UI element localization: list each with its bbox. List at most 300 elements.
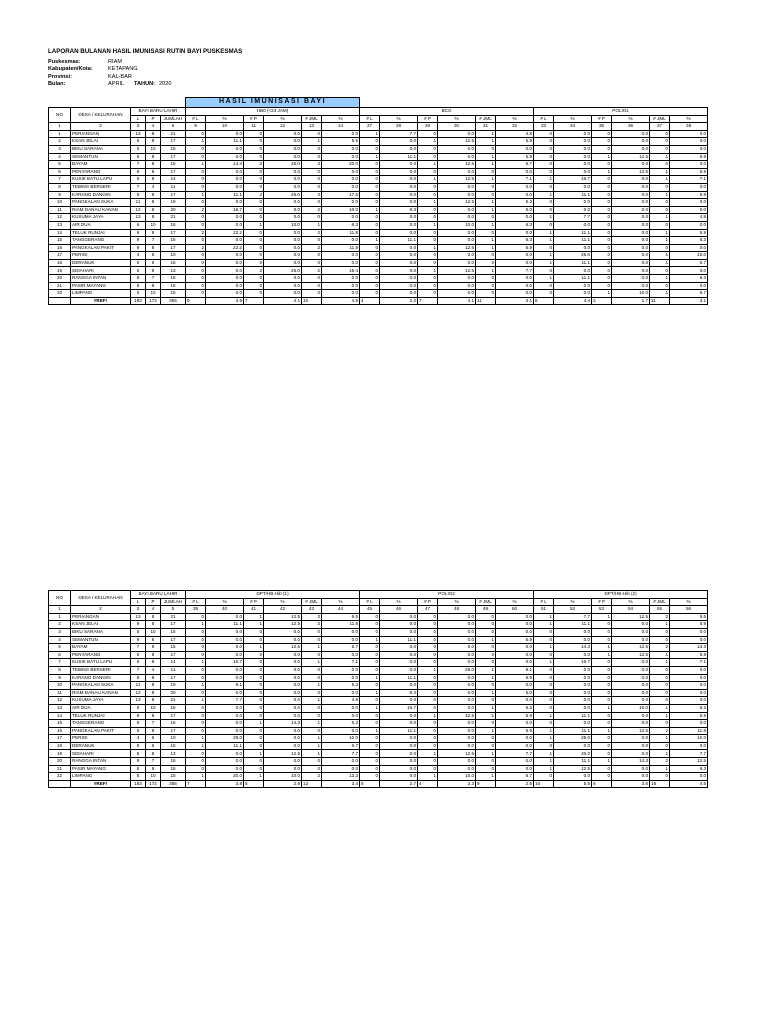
table-cell: 1: [418, 138, 438, 146]
table-cell: 1: [476, 176, 496, 184]
table-cell: 8: [146, 168, 161, 176]
table-cell: 8: [146, 727, 161, 735]
table-cell: 0.0: [438, 727, 476, 735]
table-cell: 0: [244, 153, 264, 161]
table-cell: 0: [592, 666, 612, 674]
total-cell: 4: [418, 780, 438, 788]
table-cell: 1: [418, 176, 438, 184]
table-cell: 0: [244, 758, 264, 766]
table-row: [49, 259, 708, 267]
table-cell: 0: [360, 214, 380, 222]
table-cell: 17: [49, 735, 71, 743]
table-cell: 0: [476, 644, 496, 652]
table-cell: 1: [534, 765, 554, 773]
table-cell: 0.0: [438, 229, 476, 237]
table-cell: 1: [244, 644, 264, 652]
table-cell: 0: [418, 282, 438, 290]
sub-header: # L: [186, 598, 206, 606]
table-cell: 12.5: [670, 758, 708, 766]
table-cell: 8: [146, 267, 161, 275]
table-cell: 0: [592, 199, 612, 207]
table-cell: 0.0: [264, 727, 302, 735]
village-name: TELUK RUNJAI: [71, 229, 131, 237]
table-cell: 1: [534, 659, 554, 667]
table-cell: 0.0: [322, 275, 360, 283]
village-name: PASIR MAYANG: [71, 282, 131, 290]
table-cell: 0.0: [438, 621, 476, 629]
table-cell: 16: [161, 765, 186, 773]
table-row: [49, 206, 708, 214]
table-cell: 3: [302, 191, 322, 199]
table-cell: 0: [418, 735, 438, 743]
table-cell: 0: [360, 145, 380, 153]
table-cell: 2: [302, 613, 322, 621]
table-cell: 19: [49, 267, 71, 275]
table-cell: 0: [244, 674, 264, 682]
table-cell: 0: [360, 199, 380, 207]
table-cell: 0: [186, 727, 206, 735]
table-cell: 0.0: [670, 206, 708, 214]
total-cell: 11: [476, 297, 496, 305]
column-header-desa: DESA / KELURAHAN: [71, 591, 131, 606]
table-cell: 0: [360, 168, 380, 176]
total-cell: 1.7: [612, 297, 650, 305]
table-cell: 8: [131, 282, 146, 290]
table-cell: 20.0: [554, 750, 592, 758]
sub-header: %: [206, 115, 244, 123]
table-cell: 0: [650, 666, 670, 674]
table-cell: 22: [49, 290, 71, 298]
table-cell: 0: [186, 628, 206, 636]
column-group-header: HB0 (<24 JAM): [186, 108, 360, 116]
table-cell: 13.3: [670, 644, 708, 652]
table-cell: 0: [534, 206, 554, 214]
table-cell: 0: [244, 697, 264, 705]
table-cell: 11.1: [206, 191, 244, 199]
table-cell: 0: [302, 130, 322, 138]
table-cell: 0: [302, 252, 322, 260]
table-banner-title: HASIL IMUNISASI BAYI: [186, 98, 360, 108]
table-cell: 7.7: [322, 750, 360, 758]
table-cell: 0: [186, 644, 206, 652]
table-cell: 1: [650, 651, 670, 659]
table-cell: 0: [244, 727, 264, 735]
table-cell: 0.0: [496, 697, 534, 705]
table-cell: 12.5: [612, 613, 650, 621]
table-cell: 1: [650, 290, 670, 298]
table-cell: 5.9: [670, 229, 708, 237]
table-cell: 0.0: [380, 275, 418, 283]
table-cell: 0.0: [322, 183, 360, 191]
table-cell: 0.0: [264, 674, 302, 682]
table-cell: 9: [131, 621, 146, 629]
table-cell: 0: [186, 758, 206, 766]
table-cell: 0.0: [264, 145, 302, 153]
table-cell: 2: [186, 229, 206, 237]
table-cell: 0: [186, 214, 206, 222]
sub-header: %: [380, 115, 418, 123]
table-cell: 0: [650, 636, 670, 644]
table-cell: 0.0: [264, 651, 302, 659]
table-cell: 7.1: [670, 659, 708, 667]
table-cell: 0: [186, 168, 206, 176]
column-number: 48: [438, 606, 476, 614]
column-number: 36: [612, 123, 650, 131]
table-cell: 0.0: [554, 674, 592, 682]
table-cell: 1: [360, 130, 380, 138]
table-cell: 0.0: [322, 758, 360, 766]
village-name: PENYARANG: [71, 651, 131, 659]
column-number: 34: [554, 123, 592, 131]
table-cell: 14.3: [554, 644, 592, 652]
table-cell: 0: [302, 259, 322, 267]
village-name: SEMANTUN: [71, 153, 131, 161]
table-cell: 0: [592, 275, 612, 283]
column-number: 12: [264, 123, 302, 131]
table-cell: 1: [534, 259, 554, 267]
column-header-no: NO: [49, 108, 71, 123]
village-name: PANGKALAN PAKIT: [71, 727, 131, 735]
table-cell: 5: [131, 267, 146, 275]
table-row: [49, 252, 708, 260]
table-cell: 1: [650, 704, 670, 712]
kabupaten-value: KETAPANG: [108, 66, 138, 73]
table-cell: 0.0: [264, 259, 302, 267]
table-cell: 0.0: [264, 628, 302, 636]
table-cell: 0: [302, 176, 322, 184]
table-cell: 0.0: [612, 267, 650, 275]
table-cell: 0: [360, 138, 380, 146]
table-cell: 0.0: [206, 168, 244, 176]
table-cell: 0.0: [438, 704, 476, 712]
table-row: [49, 176, 708, 184]
column-number: 3: [131, 123, 146, 131]
column-number: 33: [534, 123, 554, 131]
table-cell: 0: [360, 758, 380, 766]
table-cell: 1: [534, 176, 554, 184]
table-cell: 0.0: [380, 138, 418, 146]
table-cell: 1: [534, 712, 554, 720]
table-cell: 8: [146, 765, 161, 773]
table-cell: 11.1: [206, 138, 244, 146]
table-cell: 8: [146, 651, 161, 659]
sub-header: P: [146, 115, 161, 123]
table-cell: 8: [146, 282, 161, 290]
table-cell: 0: [476, 682, 496, 690]
table-cell: 0: [534, 674, 554, 682]
table-cell: 0: [476, 259, 496, 267]
table-cell: 12.5: [612, 153, 650, 161]
table-cell: 13: [131, 214, 146, 222]
table-cell: 19: [161, 682, 186, 690]
table-cell: 9: [131, 244, 146, 252]
table-cell: 9: [131, 720, 146, 728]
table-cell: 0.0: [438, 282, 476, 290]
village-name: KARANG DANGIN: [71, 674, 131, 682]
table-cell: 10: [49, 682, 71, 690]
table-cell: 0: [418, 727, 438, 735]
table-cell: 0.0: [438, 628, 476, 636]
table-cell: 0: [592, 229, 612, 237]
table-cell: 0.0: [612, 742, 650, 750]
total-cell: #REF!: [71, 297, 131, 305]
table-cell: 16.7: [554, 176, 592, 184]
table-cell: 8: [146, 613, 161, 621]
table-cell: 0: [650, 282, 670, 290]
table-cell: 7: [131, 644, 146, 652]
table-cell: 0.0: [322, 674, 360, 682]
table-cell: 0: [592, 720, 612, 728]
table-cell: 5: [131, 290, 146, 298]
village-name: TANGGERANG: [71, 237, 131, 245]
table-cell: 0: [650, 267, 670, 275]
table-cell: 0.0: [380, 765, 418, 773]
table-cell: 1: [360, 153, 380, 161]
table-cell: 0.0: [496, 214, 534, 222]
kabupaten-row: [48, 66, 242, 74]
table-cell: 0.0: [380, 720, 418, 728]
table-cell: 9: [131, 259, 146, 267]
table-cell: 12: [49, 697, 71, 705]
table-cell: 17: [161, 153, 186, 161]
column-number: 35: [592, 123, 612, 131]
table-cell: 0: [186, 666, 206, 674]
table-cell: 0.0: [612, 282, 650, 290]
table-cell: 6.3: [670, 237, 708, 245]
table-cell: 0.0: [554, 666, 592, 674]
sub-header: %: [496, 115, 534, 123]
table-cell: 0.0: [322, 145, 360, 153]
table-cell: 15: [161, 145, 186, 153]
table-cell: 1: [244, 750, 264, 758]
table-cell: 0.0: [554, 267, 592, 275]
table-cell: 0.0: [264, 183, 302, 191]
table-row: [49, 651, 708, 659]
table-cell: 5.9: [670, 621, 708, 629]
table-cell: 8: [146, 176, 161, 184]
table-cell: 15: [161, 259, 186, 267]
table-cell: 0.0: [496, 659, 534, 667]
table-cell: 17: [161, 244, 186, 252]
table-cell: 0.0: [612, 659, 650, 667]
table-cell: 4: [131, 735, 146, 743]
table-cell: 0.0: [206, 765, 244, 773]
table-cell: 18: [49, 742, 71, 750]
table-cell: 11: [49, 206, 71, 214]
table-cell: 0.0: [438, 735, 476, 743]
table-cell: 1: [534, 214, 554, 222]
table-cell: 6: [146, 252, 161, 260]
table-cell: 6: [131, 704, 146, 712]
immunization-table-2: [48, 590, 708, 788]
table-cell: 0.0: [438, 130, 476, 138]
table-cell: 0: [418, 689, 438, 697]
table-cell: 7: [49, 176, 71, 184]
total-cell: 7: [186, 780, 206, 788]
table-cell: 0: [418, 720, 438, 728]
column-number: 43: [302, 606, 322, 614]
table-cell: 0.0: [496, 259, 534, 267]
village-name: BIKU SARANA: [71, 628, 131, 636]
table-cell: 0.0: [670, 666, 708, 674]
table-cell: 0: [244, 659, 264, 667]
table-cell: 0: [476, 229, 496, 237]
column-number: 49: [476, 606, 496, 614]
table-cell: 10: [161, 252, 186, 260]
table-cell: 7: [146, 275, 161, 283]
table-cell: 0: [186, 750, 206, 758]
table-cell: 0.0: [264, 742, 302, 750]
total-cell: 2.3: [438, 780, 476, 788]
table-cell: 0.0: [380, 659, 418, 667]
table-cell: 0: [186, 765, 206, 773]
table-cell: 1: [186, 735, 206, 743]
sub-header: %: [554, 598, 592, 606]
table-cell: 0: [302, 628, 322, 636]
table-cell: 0: [302, 704, 322, 712]
column-number: 4: [146, 123, 161, 131]
table-cell: 9: [131, 138, 146, 146]
table-cell: 1: [476, 666, 496, 674]
table-cell: 0: [650, 689, 670, 697]
table-cell: 0: [360, 735, 380, 743]
table-cell: 12.5: [264, 613, 302, 621]
table-cell: 0.0: [438, 168, 476, 176]
table-cell: 0: [244, 682, 264, 690]
table-cell: 11.1: [206, 621, 244, 629]
table-cell: 21: [161, 697, 186, 705]
table-cell: 0: [476, 628, 496, 636]
table-cell: 1: [476, 267, 496, 275]
sub-header: # JML: [476, 115, 496, 123]
table-cell: 0: [360, 750, 380, 758]
table-cell: 0: [418, 259, 438, 267]
table-cell: 0: [476, 290, 496, 298]
sub-header: # L: [534, 598, 554, 606]
table-cell: 2: [244, 191, 264, 199]
table-cell: 0: [418, 613, 438, 621]
table-cell: 0.0: [380, 644, 418, 652]
table-row: [49, 275, 708, 283]
table-cell: 11.1: [554, 237, 592, 245]
table-cell: 0.0: [206, 183, 244, 191]
table-cell: 10: [146, 290, 161, 298]
table-cell: 16: [49, 727, 71, 735]
village-name: TEBING BERSERI: [71, 183, 131, 191]
table-cell: 0.0: [670, 674, 708, 682]
table-cell: 0: [244, 183, 264, 191]
table-cell: 19: [161, 199, 186, 207]
table-cell: 0.0: [438, 183, 476, 191]
table-cell: 1: [476, 199, 496, 207]
table-cell: 0: [360, 659, 380, 667]
table-cell: 0.0: [612, 244, 650, 252]
table-cell: 0.0: [670, 682, 708, 690]
table-cell: 0: [186, 252, 206, 260]
table-cell: 0: [534, 130, 554, 138]
table-cell: 0.0: [380, 697, 418, 705]
total-cell: 4.1: [264, 297, 302, 305]
total-cell: 3.1: [670, 297, 708, 305]
table-cell: 0: [244, 237, 264, 245]
table-cell: 11.8: [322, 621, 360, 629]
table-cell: 0: [534, 742, 554, 750]
tahun-value: 2020: [159, 81, 172, 88]
table-cell: 0.0: [322, 666, 360, 674]
table-cell: 0: [476, 252, 496, 260]
table-cell: 0.0: [438, 689, 476, 697]
table-cell: 12.5: [264, 644, 302, 652]
table-cell: 2: [302, 244, 322, 252]
table-cell: 0: [186, 720, 206, 728]
village-name: TELUK RUNJAI: [71, 712, 131, 720]
column-number: 1: [49, 606, 71, 614]
table-cell: 2: [244, 161, 264, 169]
table-cell: 0: [244, 206, 264, 214]
table-cell: 1: [418, 244, 438, 252]
table-cell: 0.0: [554, 697, 592, 705]
sub-header: # P: [418, 598, 438, 606]
table-cell: 11.1: [554, 621, 592, 629]
table-cell: 8: [146, 138, 161, 146]
table-cell: 0.0: [554, 161, 592, 169]
table-cell: 0: [592, 252, 612, 260]
table-cell: 22: [49, 773, 71, 781]
table-cell: 0.0: [496, 621, 534, 629]
table-cell: 1: [534, 613, 554, 621]
table-cell: 0.0: [264, 758, 302, 766]
column-number: 39: [186, 606, 206, 614]
table-cell: 2: [650, 727, 670, 735]
table-cell: 14: [161, 659, 186, 667]
table-cell: 1: [302, 697, 322, 705]
table-cell: 1: [244, 613, 264, 621]
table-cell: 0.0: [612, 191, 650, 199]
table-cell: 0: [302, 636, 322, 644]
table-cell: 12.5: [554, 765, 592, 773]
table-row: [49, 659, 708, 667]
table-cell: 0.0: [554, 244, 592, 252]
table-cell: 0: [302, 689, 322, 697]
table-cell: 0.0: [612, 138, 650, 146]
table-row: [49, 750, 708, 758]
village-name: DERANUK: [71, 742, 131, 750]
table-cell: 6: [131, 221, 146, 229]
table-cell: 16: [161, 704, 186, 712]
table-cell: 0.0: [670, 689, 708, 697]
table-row: [49, 720, 708, 728]
table-cell: 0: [302, 282, 322, 290]
table-cell: 0: [360, 621, 380, 629]
table-cell: 0.0: [438, 252, 476, 260]
table-cell: 1: [650, 229, 670, 237]
table-row: [49, 153, 708, 161]
village-name: BIKU SARANA: [71, 145, 131, 153]
table-cell: 1: [302, 720, 322, 728]
table-cell: 0: [418, 644, 438, 652]
table-cell: 1: [650, 659, 670, 667]
table-cell: 0.0: [438, 636, 476, 644]
village-name: KUSUMA JAYA: [71, 214, 131, 222]
table-cell: 0.0: [496, 644, 534, 652]
column-number: 45: [360, 606, 380, 614]
table-cell: 6.7: [322, 742, 360, 750]
table-cell: 0: [418, 659, 438, 667]
table-cell: 12.5: [612, 727, 650, 735]
table-cell: 0: [418, 621, 438, 629]
table-cell: 20: [49, 275, 71, 283]
table-cell: 0: [592, 621, 612, 629]
